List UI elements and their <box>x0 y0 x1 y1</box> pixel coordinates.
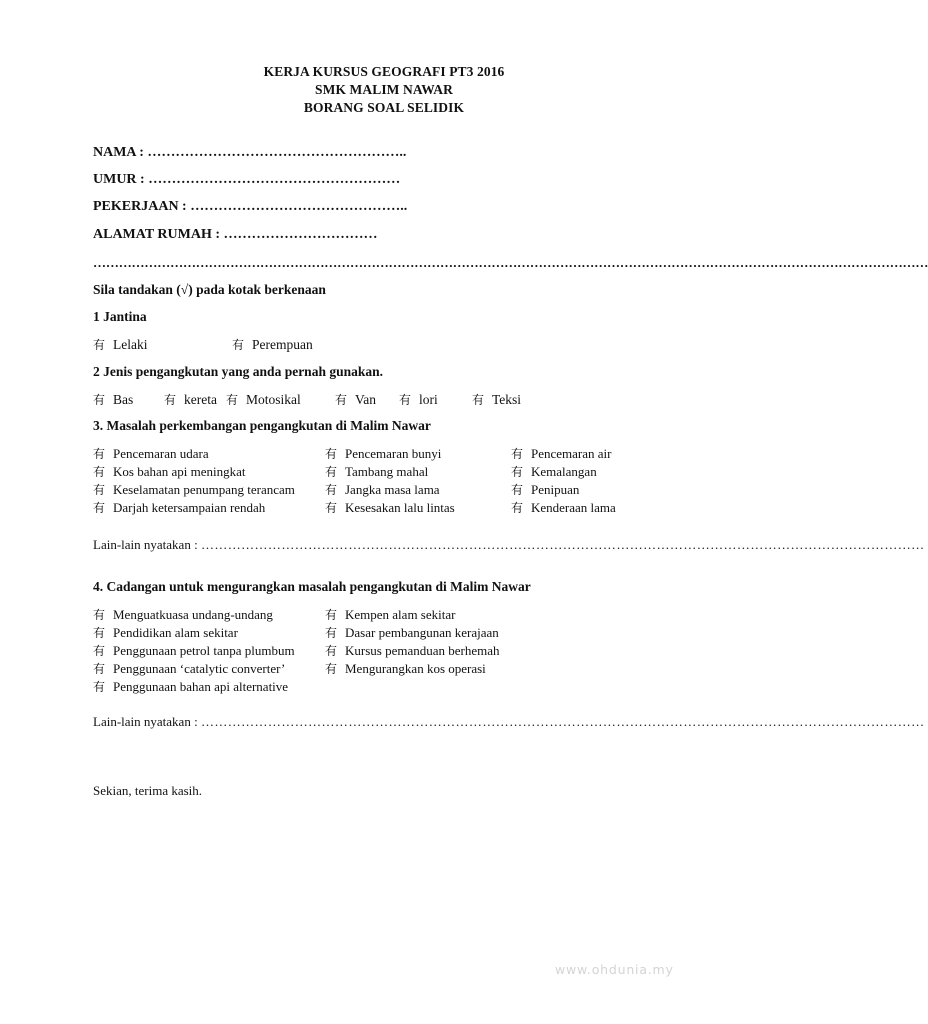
q4-other-field[interactable]: Lain-lain nyatakan : ……………………………………………………………………………………………………………………………………………… <box>93 714 925 729</box>
checkbox-icon[interactable]: 有 <box>325 483 338 497</box>
checkbox-icon[interactable]: 有 <box>511 465 524 479</box>
q3-options-grid <box>93 445 671 517</box>
q4-options-grid <box>93 606 545 696</box>
checkbox-icon[interactable]: 有 <box>226 393 239 407</box>
checkbox-icon[interactable]: 有 <box>93 626 106 640</box>
option-van[interactable]: 有 Van <box>335 392 376 407</box>
option-bahan-api-alternative[interactable]: 有 Penggunaan bahan api alternative <box>93 679 289 694</box>
checkbox-icon[interactable]: 有 <box>472 393 485 407</box>
option-mengurangkan-kos[interactable]: 有 Mengurangkan kos operasi <box>325 661 486 676</box>
option-lelaki[interactable]: 有 Lelaki <box>93 337 148 352</box>
option-kursus-pemanduan[interactable]: 有 Kursus pemanduan berhemah <box>325 643 500 658</box>
option-penipuan[interactable]: 有 Penipuan <box>511 482 580 497</box>
instruction-text: Sila tandakan (√) pada kotak berkenaan <box>93 282 326 297</box>
nama-field[interactable]: NAMA : ……………………………………………….. <box>93 145 407 160</box>
checkbox-icon[interactable]: 有 <box>325 465 338 479</box>
empty-cell <box>325 678 545 696</box>
checkbox-icon[interactable]: 有 <box>93 680 106 694</box>
watermark: www.ohdunia.my <box>555 962 674 977</box>
checkbox-icon[interactable]: 有 <box>232 338 245 352</box>
checkbox-icon[interactable]: 有 <box>325 662 338 676</box>
checkbox-icon[interactable]: 有 <box>93 447 106 461</box>
checkbox-icon[interactable]: 有 <box>93 662 106 676</box>
checkbox-icon[interactable]: 有 <box>93 393 106 407</box>
option-tambang-mahal[interactable]: 有 Tambang mahal <box>325 464 429 479</box>
document-title: KERJA KURSUS GEOGRAFI PT3 2016 <box>263 64 505 79</box>
option-jangka-masa-lama[interactable]: 有 Jangka masa lama <box>325 482 440 497</box>
option-menguatkuasa-undang[interactable]: 有 Menguatkuasa undang-undang <box>93 607 273 622</box>
option-kereta[interactable]: 有 kereta <box>164 392 217 407</box>
option-motosikal[interactable]: 有 Motosikal <box>226 392 301 407</box>
option-catalytic-converter[interactable]: 有 Penggunaan ‘catalytic converter’ <box>93 661 286 676</box>
q2-title: 2 Jenis pengangkutan yang anda pernah gunakan. <box>93 364 383 379</box>
option-pencemaran-air[interactable]: 有 Pencemaran air <box>511 446 612 461</box>
closing-text: Sekian, terima kasih. <box>93 783 203 798</box>
option-perempuan[interactable]: 有 Perempuan <box>232 337 313 352</box>
checkbox-icon[interactable]: 有 <box>93 465 106 479</box>
option-lori[interactable]: 有 lori <box>399 392 438 407</box>
school-name: SMK MALIM NAWAR <box>315 82 453 97</box>
q3-title: 3. Masalah perkembangan pengangkutan di Malim Nawar <box>93 418 431 433</box>
checkbox-icon[interactable]: 有 <box>325 447 338 461</box>
option-keselamatan-penumpang[interactable]: 有 Keselamatan penumpang terancam <box>93 482 295 497</box>
checkbox-icon[interactable]: 有 <box>335 393 348 407</box>
option-kemalangan[interactable]: 有 Kemalangan <box>511 464 597 479</box>
option-pencemaran-bunyi[interactable]: 有 Pencemaran bunyi <box>325 446 442 461</box>
checkbox-icon[interactable]: 有 <box>93 644 106 658</box>
checkbox-icon[interactable]: 有 <box>93 501 106 515</box>
form-title: BORANG SOAL SELIDIK <box>303 100 465 115</box>
checkbox-icon[interactable]: 有 <box>325 644 338 658</box>
checkbox-icon[interactable]: 有 <box>325 501 338 515</box>
option-kempen-alam-sekitar[interactable]: 有 Kempen alam sekitar <box>325 607 456 622</box>
checkbox-icon[interactable]: 有 <box>93 338 106 352</box>
checkbox-icon[interactable]: 有 <box>511 483 524 497</box>
alamat-field-line2[interactable]: …………………………………………………………………………………………………………………………………………………………………………… <box>93 255 928 270</box>
option-pendidikan-alam-sekitar[interactable]: 有 Pendidikan alam sekitar <box>93 625 238 640</box>
checkbox-icon[interactable]: 有 <box>164 393 177 407</box>
option-darjah-ketersampaian[interactable]: 有 Darjah ketersampaian rendah <box>93 500 266 515</box>
option-bas[interactable]: 有 Bas <box>93 392 134 407</box>
checkbox-icon[interactable]: 有 <box>511 501 524 515</box>
option-dasar-pembangunan[interactable]: 有 Dasar pembangunan kerajaan <box>325 625 499 640</box>
alamat-field[interactable]: ALAMAT RUMAH : …………………………… <box>93 227 378 242</box>
q1-title: 1 Jantina <box>93 309 147 324</box>
option-kenderaan-lama[interactable]: 有 Kenderaan lama <box>511 500 616 515</box>
option-pencemaran-udara[interactable]: 有 Pencemaran udara <box>93 446 209 461</box>
checkbox-icon[interactable]: 有 <box>93 483 106 497</box>
q4-title: 4. Cadangan untuk mengurangkan masalah pengangkutan di Malim Nawar <box>93 579 531 594</box>
option-petrol-tanpa-plumbum[interactable]: 有 Penggunaan petrol tanpa plumbum <box>93 643 295 658</box>
checkbox-icon[interactable]: 有 <box>325 626 338 640</box>
option-kos-bahan-api[interactable]: 有 Kos bahan api meningkat <box>93 464 246 479</box>
checkbox-icon[interactable]: 有 <box>93 608 106 622</box>
checkbox-icon[interactable]: 有 <box>325 608 338 622</box>
umur-field[interactable]: UMUR : ……………………………………………… <box>93 172 401 187</box>
option-kesesakan-lalu-lintas[interactable]: 有 Kesesakan lalu lintas <box>325 500 455 515</box>
pekerjaan-field[interactable]: PEKERJAAN : ……………………………………….. <box>93 199 408 214</box>
checkbox-icon[interactable]: 有 <box>399 393 412 407</box>
checkbox-icon[interactable]: 有 <box>511 447 524 461</box>
q3-other-field[interactable]: Lain-lain nyatakan : ……………………………………………………………………………………………………………………………………………… <box>93 537 925 552</box>
option-teksi[interactable]: 有 Teksi <box>472 392 522 407</box>
